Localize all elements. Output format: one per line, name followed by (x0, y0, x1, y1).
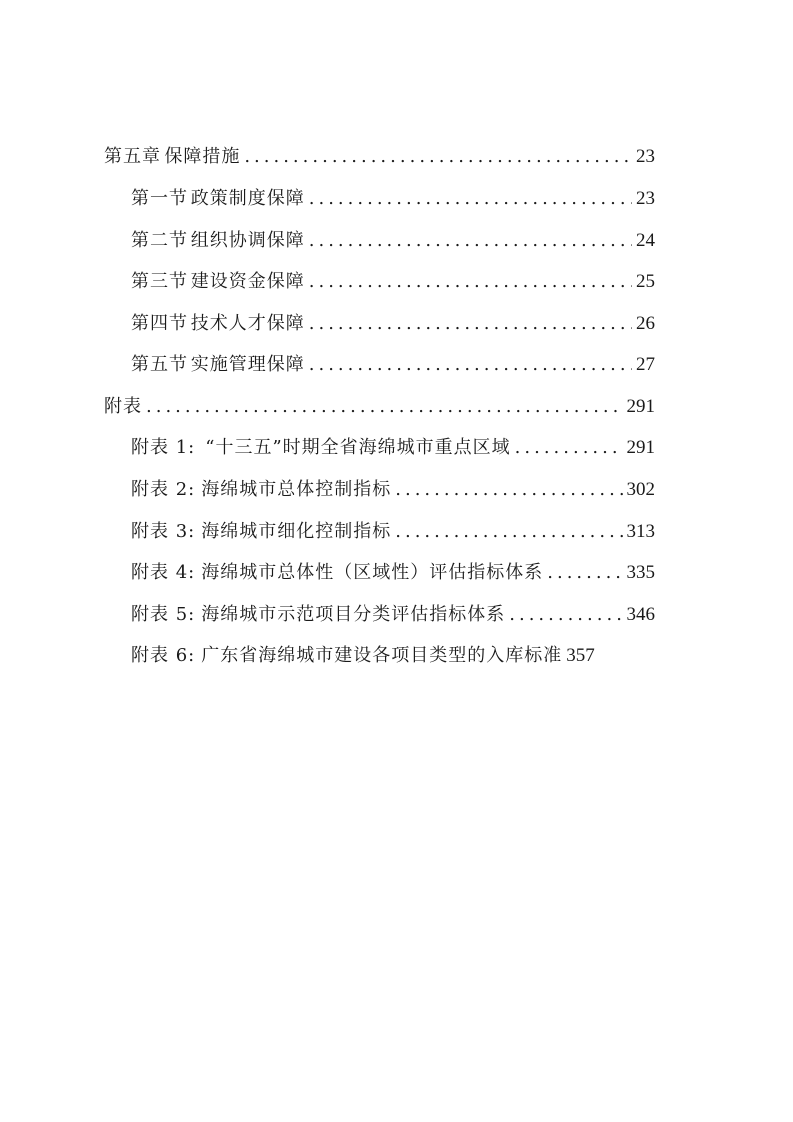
toc-entry-prefix: 附表 4: (131, 562, 196, 583)
toc-entry-prefix: 第五章 (104, 146, 161, 167)
toc-entry-page: 26 (636, 313, 655, 334)
toc-leader-dots (395, 519, 622, 545)
toc-leader-dots (309, 311, 632, 337)
toc-leader-dots (244, 144, 632, 170)
toc-entry-prefix: 第四节 (131, 313, 188, 334)
toc-entry-section-1[interactable] (131, 186, 655, 212)
toc-entry-page: 346 (626, 604, 655, 625)
toc-entry-appendix-table-2[interactable] (131, 477, 655, 503)
toc-entry-page: 291 (626, 437, 655, 458)
toc-entry-page: 23 (636, 188, 655, 209)
toc-entry-title: 政策制度保障 (190, 188, 305, 209)
toc-entry-title: 海绵城市细化控制指标 (201, 521, 392, 542)
toc-entry-section-2[interactable] (131, 228, 655, 254)
toc-entry-title: 海绵城市总体性（区域性）评估指标体系 (201, 562, 544, 583)
toc-entry-appendix-table-1[interactable] (131, 435, 655, 461)
toc-entry-prefix: 附表 3: (131, 521, 196, 542)
toc-entry-title: 技术人才保障 (190, 313, 305, 334)
toc-entry-page: 302 (626, 479, 655, 500)
toc-entry-prefix: 第二节 (131, 230, 188, 251)
toc-entry-page: 335 (626, 562, 655, 583)
toc-leader-dots (309, 228, 632, 254)
toc-entry-page: 291 (626, 396, 655, 417)
toc-entry-prefix: 第一节 (131, 188, 188, 209)
toc-entry-prefix: 附表 6: (131, 645, 196, 666)
toc-entry-prefix: 附表 (104, 396, 142, 417)
toc-leader-dots (515, 435, 623, 461)
toc-entry-prefix: 附表 5: (131, 604, 196, 625)
toc-entry-prefix: 第五节 (131, 354, 188, 375)
toc-leader-dots (547, 560, 622, 586)
toc-leader-dots (309, 269, 632, 295)
toc-entry-appendix-table-6[interactable] (131, 643, 655, 669)
toc-entry-section-3[interactable] (131, 269, 655, 295)
toc-entry-chapter-5[interactable] (104, 144, 655, 170)
toc-entry-title: 海绵城市总体控制指标 (201, 479, 392, 500)
toc-entry-appendix-table-5[interactable] (131, 602, 655, 628)
toc-entry-title: 实施管理保障 (190, 354, 305, 375)
toc-entry-page: 313 (626, 521, 655, 542)
toc-leader-dots (395, 477, 622, 503)
toc-entry-prefix: 附表 2: (131, 479, 196, 500)
toc-entry-page: 23 (636, 146, 655, 167)
toc-entry-title: 建设资金保障 (190, 271, 305, 292)
toc-entry-page: 25 (636, 271, 655, 292)
toc-entry-title: 组织协调保障 (190, 230, 305, 251)
toc-entry-section-4[interactable] (131, 311, 655, 337)
toc-entry-prefix: 附表 1: (131, 437, 196, 458)
toc-entry-title: “十三五”时期全省海绵城市重点区域 (205, 437, 511, 458)
toc-entry-title: 海绵城市示范项目分类评估指标体系 (201, 604, 506, 625)
toc-leader-dots (309, 352, 632, 378)
toc-entry-appendix[interactable] (104, 394, 655, 420)
toc-entry-title: 广东省海绵城市建设各项目类型的入库标准 (201, 645, 563, 666)
toc-entry-section-5[interactable] (131, 352, 655, 378)
toc-entry-page: 24 (636, 230, 655, 251)
toc-entry-appendix-table-4[interactable] (131, 560, 655, 586)
toc-leader-dots (509, 602, 622, 628)
toc-entry-appendix-table-3[interactable] (131, 519, 655, 545)
toc-leader-dots (146, 394, 623, 420)
toc-entry-page: 357 (566, 645, 595, 666)
toc-entry-page: 27 (636, 354, 655, 375)
toc-entry-prefix: 第三节 (131, 271, 188, 292)
toc-entry-title: 保障措施 (164, 146, 241, 167)
toc-leader-dots (309, 186, 632, 212)
